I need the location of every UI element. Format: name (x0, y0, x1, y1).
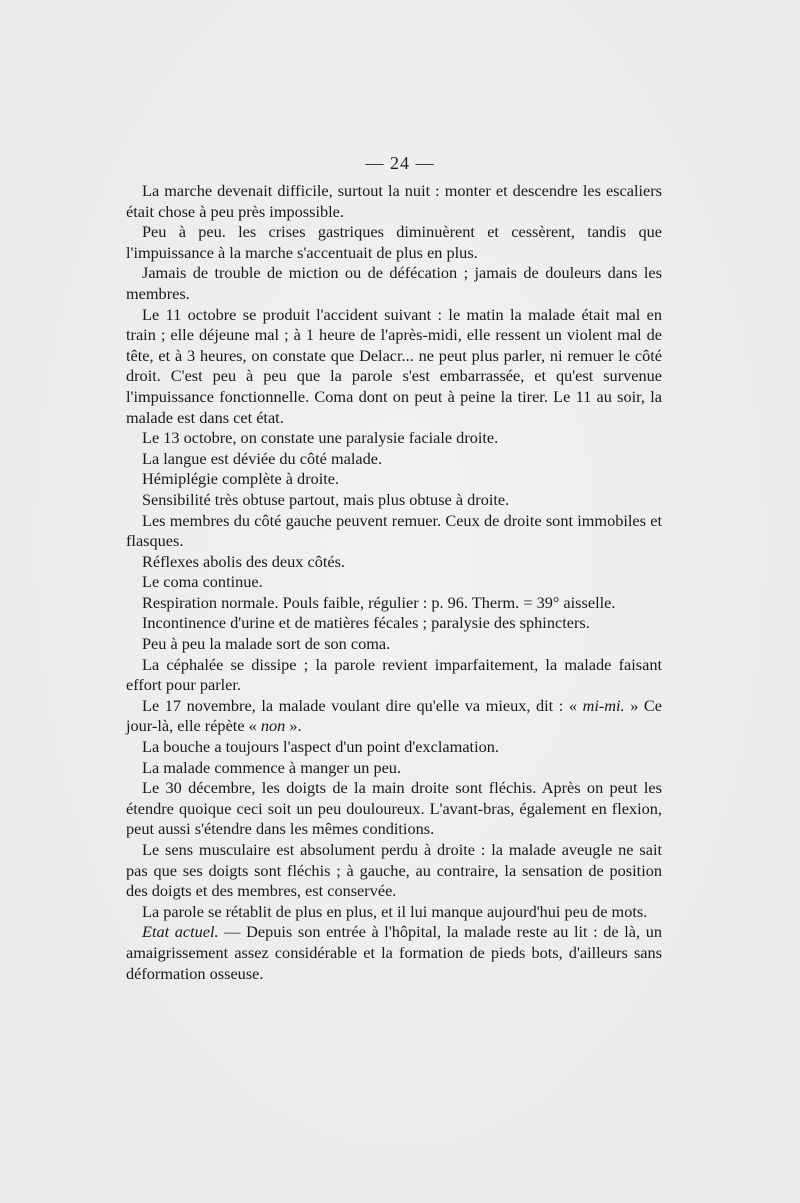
section-heading: Etat actuel. (142, 922, 219, 942)
paragraph-segment: ». (285, 716, 302, 736)
paragraph: La langue est déviée du côté malade. (142, 448, 383, 468)
paragraph: Hémiplégie complète à droite. (142, 469, 340, 489)
paragraph: Les membres du côté gauche peuvent remuer. Ceux de droite sont immobiles et flasques. (126, 510, 662, 551)
paragraph (126, 922, 662, 984)
paragraph: Réflexes abolis des deux côtés. (142, 551, 346, 571)
paragraph: Incontinence d'urine et de matières fécales ; paralysie des sphincters. (142, 613, 590, 633)
paragraph: La malade commence à manger un peu. (142, 757, 402, 777)
paragraph: La bouche a toujours l'aspect d'un point d'exclamation. (142, 737, 499, 757)
paragraph: Sensibilité très obtuse partout, mais plus obtuse à droite. (142, 489, 510, 509)
paragraph: Peu à peu la malade sort de son coma. (142, 634, 391, 654)
paragraph (126, 696, 662, 737)
paragraph-segment: Le 17 novembre, la malade voulant dire qu'elle va mieux, dit : « (142, 695, 583, 715)
paragraph: Le 30 décembre, les doigts de la main droite sont fléchis. Après on peut les étendre quoique ceci soit un peu douloureux. L'avant-bras, également en flexion, peut aussi s'étendre dans les mêmes conditions. (126, 778, 662, 839)
page-number: — 24 — (365, 153, 435, 173)
body-text (126, 181, 662, 984)
paragraph: Le 11 octobre se produit l'accident suivant : le matin la malade était mal en train ; elle déjeune mal ; à 1 heure de l'après-midi, elle ressent un violent mal de tête, et à 3 heures, on constate que Delacr... ne peut plus parler, ni remuer le côté droit. C'est peu à peu que la parole s'est embarrassée, et qu'est survenue l'impuissance fonctionnelle. Coma dont on peut à peine la tirer. Le 11 au soir, la malade est dans cet état. (126, 304, 662, 427)
paragraph-segment: » Ce jour-là, elle répète « (126, 695, 662, 736)
paragraph: Le 13 octobre, on constate une paralysie faciale droite. (142, 428, 499, 448)
quoted-word: mi-mi. (582, 695, 625, 715)
paragraph: Le sens musculaire est absolument perdu à droite : la malade aveugle ne sait pas que ses doigts sont fléchis ; à gauche, au contraire, la sensation de position des doigts et des membres, est conservée. (126, 840, 662, 901)
paragraph: Jamais de trouble de miction ou de défécation ; jamais de douleurs dans les membres. (126, 263, 662, 303)
paragraph: Peu à peu. les crises gastriques diminuèrent et cessèrent, tandis que l'impuissance à la marche s'accentuait de plus en plus. (126, 222, 662, 262)
paragraph-segment: — Depuis son entrée à l'hôpital, la malade reste au lit : de là, un amaigrissement assez considérable et la formation de pieds bots, d'ailleurs sans déformation osseuse. (126, 922, 662, 983)
paragraph: Respiration normale. Pouls faible, régulier : p. 96. Therm. = 39° aisselle. (142, 592, 616, 612)
paragraph: La céphalée se dissipe ; la parole revient imparfaitement, la malade faisant effort pour parler. (126, 654, 662, 695)
quoted-word: non (260, 716, 286, 736)
paragraph: Le coma continue. (142, 572, 263, 592)
paragraph: La marche devenait difficile, surtout la nuit : monter et descendre les escaliers était chose à peu près impossible. (126, 181, 662, 221)
paragraph: La parole se rétablit de plus en plus, et il lui manque aujourd'hui peu de mots. (142, 901, 648, 921)
